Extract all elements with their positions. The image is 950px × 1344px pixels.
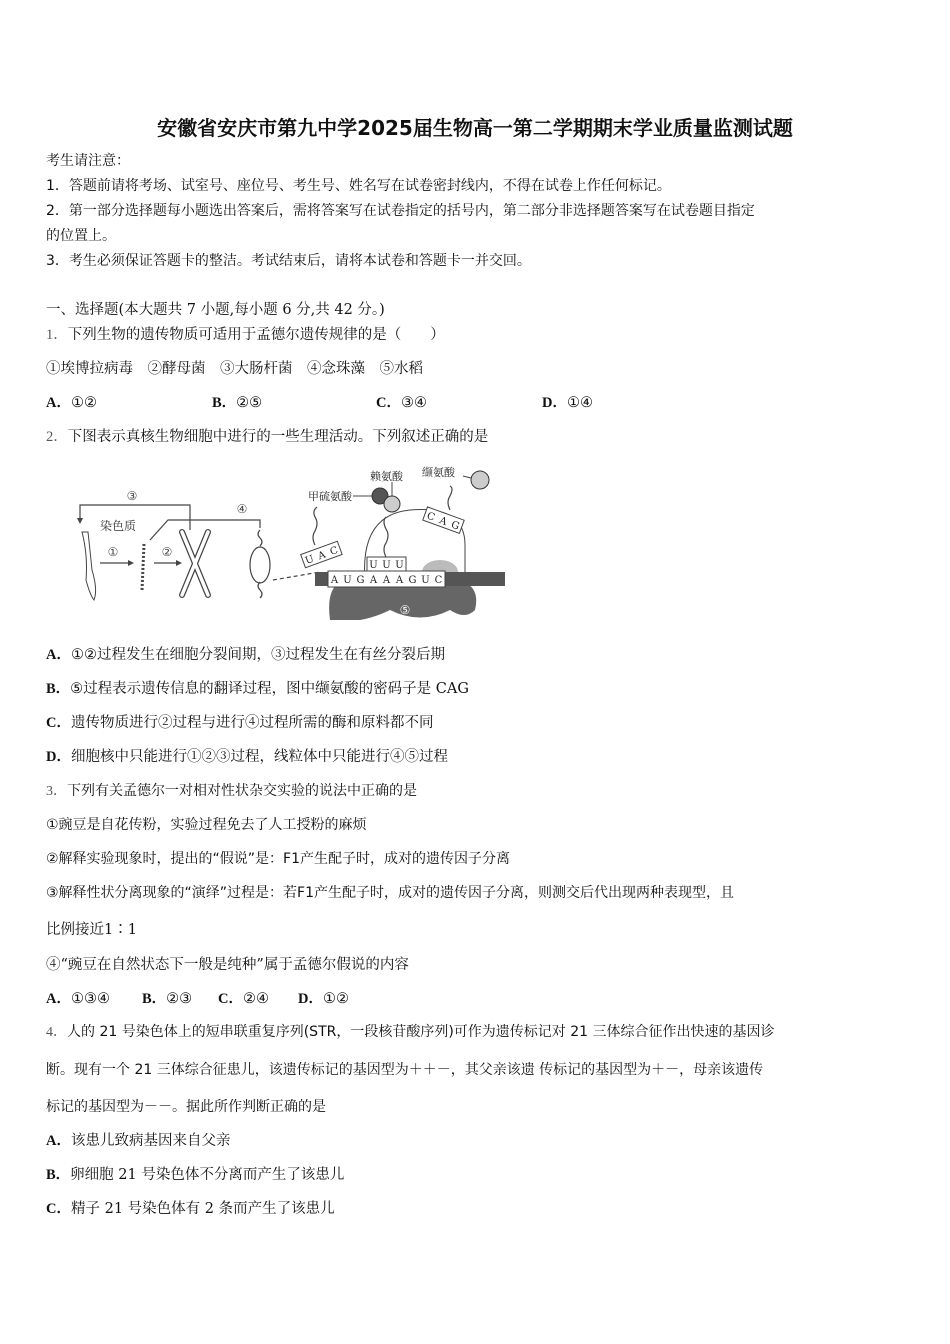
chromatin-label: 染色质 bbox=[100, 519, 137, 533]
question-1-statements: ①埃博拉病毒 ②酵母菌 ③大肠杆菌 ④念珠藻 ⑤水稻 bbox=[46, 361, 423, 377]
question-3-statement-3: ③解释性状分离现象的“演绎”过程是：若F1产生配子时，成对的遗传因子分离，则测交后代出现两种表现型，且 bbox=[46, 885, 735, 901]
process-1-label: ① bbox=[107, 545, 119, 559]
option-c[interactable]: C．②④ bbox=[218, 991, 269, 1007]
notice-heading: 考生请注意： bbox=[46, 153, 130, 169]
svg-text:U: U bbox=[303, 553, 316, 567]
anticodon-uac bbox=[301, 541, 342, 567]
svg-text:A: A bbox=[395, 575, 404, 586]
svg-text:U: U bbox=[395, 560, 404, 571]
question-2-option-c[interactable]: C．遗传物质进行②过程与进行④过程所需的酶和原料都不同 bbox=[46, 715, 434, 731]
question-3 bbox=[46, 781, 417, 802]
question-3-statement-3-cont: 比例接近1∶1 bbox=[46, 922, 137, 938]
lysine-label: 赖氨酸 bbox=[370, 470, 403, 483]
option-b[interactable]: B．②③ bbox=[142, 991, 193, 1007]
question-number: 4． bbox=[46, 1025, 67, 1040]
question-2-option-b[interactable]: B．⑤过程表示遗传信息的翻译过程，图中缬氨酸的密码子是 CAG bbox=[46, 681, 469, 697]
question-stem: 下列有关孟德尔一对相对性状杂交实验的说法中正确的是 bbox=[67, 783, 417, 799]
process-3-label: ③ bbox=[126, 489, 138, 503]
option-a[interactable]: A．①② bbox=[46, 395, 97, 411]
svg-text:U: U bbox=[343, 575, 352, 586]
svg-text:C: C bbox=[328, 544, 340, 558]
svg-text:C: C bbox=[434, 575, 443, 586]
option-d[interactable]: D．①② bbox=[298, 991, 349, 1007]
option-a[interactable]: A．①③④ bbox=[46, 991, 110, 1007]
question-2-option-d[interactable]: D．细胞核中只能进行①②③过程，线粒体中只能进行④⑤过程 bbox=[46, 749, 448, 765]
question-number: 1． bbox=[46, 327, 68, 343]
svg-text:U: U bbox=[369, 560, 378, 571]
question-3-statement-1: ①豌豆是自花传粉，实验过程免去了人工授粉的麻烦 bbox=[46, 817, 367, 833]
svg-text:A: A bbox=[437, 515, 449, 528]
process-4-label: ④ bbox=[236, 502, 248, 516]
gene-expression-diagram bbox=[70, 460, 510, 620]
notice-item-3: 3．考生必须保证答题卡的整洁。考试结束后，请将本试卷和答题卡一并交回。 bbox=[46, 253, 531, 269]
svg-text:U: U bbox=[421, 575, 430, 586]
methionine-label: 甲硫氨酸 bbox=[308, 490, 352, 503]
process-2-label: ② bbox=[161, 545, 173, 559]
question-stem: 下图表示真核生物细胞中进行的一些生理活动。下列叙述正确的是 bbox=[67, 429, 489, 445]
svg-text:U: U bbox=[382, 560, 391, 571]
svg-text:G: G bbox=[449, 519, 461, 533]
anticodon-uuu bbox=[367, 557, 406, 571]
question-number: 3． bbox=[46, 784, 67, 799]
svg-text:C: C bbox=[425, 510, 437, 524]
question-4 bbox=[46, 1022, 775, 1043]
question-4-option-a[interactable]: A．该患儿致病基因来自父亲 bbox=[46, 1133, 231, 1149]
svg-text:A: A bbox=[369, 575, 378, 586]
question-2-option-a[interactable]: A．①②过程发生在细胞分裂间期，③过程发生在有丝分裂后期 bbox=[46, 647, 445, 663]
question-3-statement-4: ④“豌豆在自然状态下一般是纯种”属于孟德尔假说的内容 bbox=[46, 957, 409, 973]
mrna-sequence bbox=[328, 571, 445, 587]
process-5-label: ⑤ bbox=[399, 603, 411, 617]
section-heading: 一、选择题(本大题共 7 小题,每小题 6 分,共 42 分。) bbox=[46, 302, 385, 318]
question-4-option-b[interactable]: B．卵细胞 21 号染色体不分离而产生了该患儿 bbox=[46, 1167, 345, 1183]
svg-text:G: G bbox=[408, 575, 417, 586]
option-d[interactable]: D．①④ bbox=[542, 395, 593, 411]
question-3-statement-2: ②解释实验现象时，提出的“假说”是：F1产生配子时，成对的遗传因子分离 bbox=[46, 851, 511, 867]
question-4-stem-line-3: 标记的基因型为－－。据此所作判断正确的是 bbox=[46, 1099, 326, 1115]
svg-text:G: G bbox=[356, 575, 365, 586]
notice-item-2: 2．第一部分选择题每小题选出答案后，需将答案写在试卷指定的括号内，第二部分非选择题答案写在试卷题目指定 bbox=[46, 203, 755, 219]
question-4-option-c[interactable]: C．精子 21 号染色体有 2 条而产生了该患儿 bbox=[46, 1201, 335, 1217]
notice-item-2-cont: 的位置上。 bbox=[46, 228, 116, 244]
option-c[interactable]: C．③④ bbox=[376, 395, 427, 411]
question-stem-line-1: 人的 21 号染色体上的短串联重复序列(STR，一段核苷酸序列)可作为遗传标记对 21 三体综合征作出快速的基因诊 bbox=[67, 1024, 775, 1040]
svg-text:A: A bbox=[382, 575, 391, 586]
question-1 bbox=[46, 325, 445, 345]
option-b[interactable]: B．②⑤ bbox=[212, 395, 263, 411]
notice-item-1: 1．答题前请将考场、试室号、座位号、考生号、姓名写在试卷密封线内，不得在试卷上作任何标记。 bbox=[46, 178, 671, 194]
valine-label: 缬氨酸 bbox=[422, 466, 455, 479]
svg-text:A: A bbox=[316, 549, 328, 563]
question-stem: 下列生物的遗传物质可适用于孟德尔遗传规律的是（ ） bbox=[67, 327, 445, 343]
question-number: 2． bbox=[46, 429, 68, 445]
page-title: 安徽省安庆市第九中学2025届生物高一第二学期期末学业质量监测试题 bbox=[157, 116, 793, 140]
question-4-stem-line-2: 断。现有一个 21 三体综合征患儿，该遗传标记的基因型为＋＋－，其父亲该遗 传标记的基因型为＋－，母亲该遗传 bbox=[46, 1062, 764, 1078]
question-2 bbox=[46, 427, 488, 447]
svg-text:A: A bbox=[330, 575, 339, 586]
